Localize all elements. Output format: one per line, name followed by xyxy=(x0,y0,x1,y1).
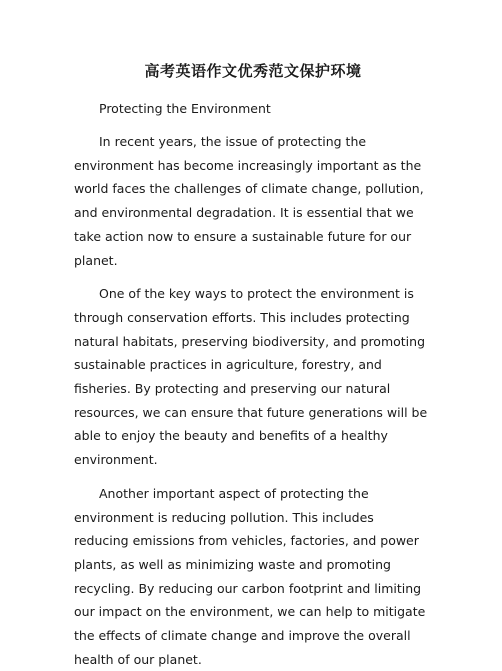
paragraph-1: In recent years, the issue of protecting the environment has become increasingly important as the world faces the challenges of climate change, pollution, and environmental degradation. It is essential that we take action now to ensure a sustainable future for our planet. xyxy=(74,134,424,268)
paragraph-3: Another important aspect of protecting the environment is reducing pollution. This includes reducing emissions from vehicles, factories, and power plants, as well as minimizing waste and promoting recycling. By reducing our carbon footprint and limiting our impact on the environment, we can help to mitigate the effects of climate change and improve the overall health of our planet. xyxy=(74,485,426,667)
essay-heading: Protecting the Environment xyxy=(99,101,271,116)
paragraph-2: One of the key ways to protect the environment is through conservation efforts. This includes protecting natural habitats, preserving biodiversity, and promoting sustainable practices in agriculture, forestry, and fisheries. By protecting and preserving our natural resources, we can ensure that future generations will be able to enjoy the beauty and benefits of a healthy environment. xyxy=(74,286,428,468)
document-title: 高考英语作文优秀范文保护环境 xyxy=(144,62,362,80)
